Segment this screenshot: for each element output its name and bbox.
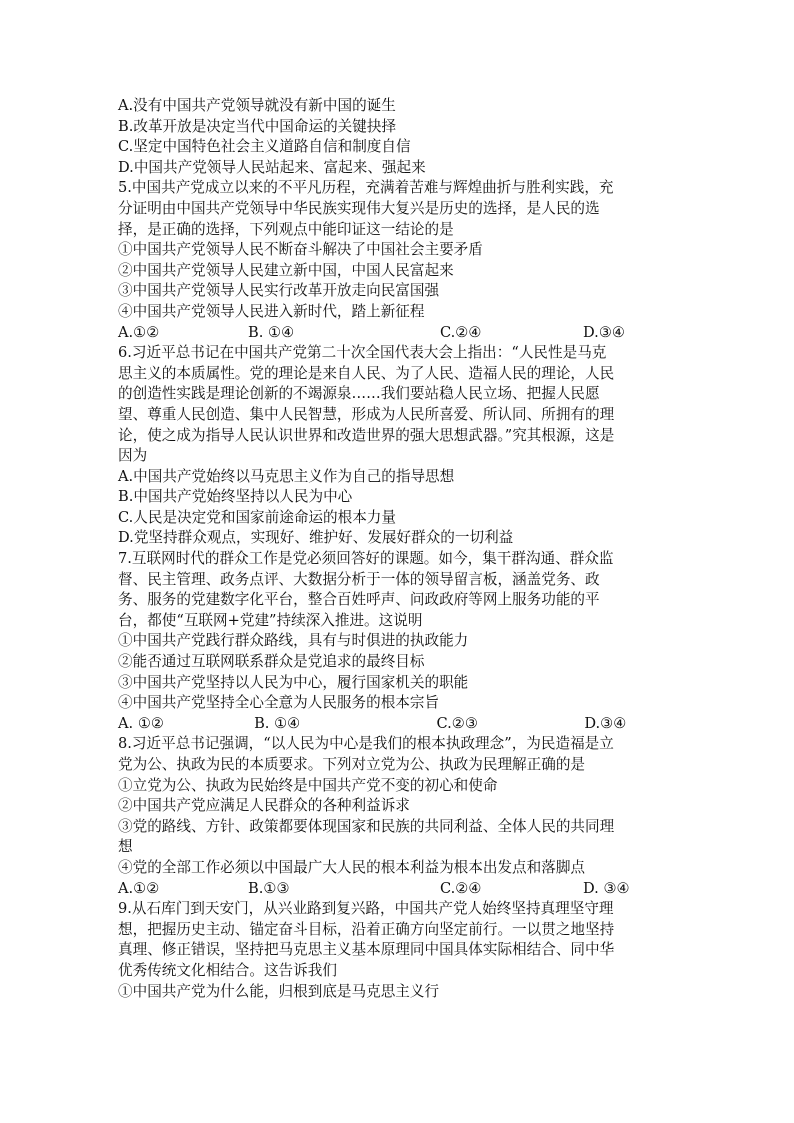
q6-option-c[interactable]: C.人民是决定党和国家前途命运的根本力量 bbox=[118, 508, 396, 526]
exam-page bbox=[118, 96, 678, 1002]
q5-options bbox=[118, 323, 678, 344]
q9-item-1: ①中国共产党为什么能，归根到底是马克思主义行 bbox=[118, 982, 440, 1000]
question-9 bbox=[118, 899, 678, 1002]
q7-stem-line: 督、民主管理、政务点评、大数据分析于一体的领导留言板，涵盖党务、政 bbox=[118, 570, 600, 588]
q8-options bbox=[118, 879, 678, 900]
q9-stem-line: 想，把握历史主动、锚定奋斗目标，沿着正确方向坚定前行。一以贯之地坚持 bbox=[118, 920, 615, 938]
q8-stem-line: 8.习近平总书记强调，“以人民为中心是我们的根本执政理念”，为民造福是立 bbox=[118, 735, 614, 753]
q5-item-3: ③中国共产党领导人民实行改革开放走向民富国强 bbox=[118, 282, 440, 300]
q6-option-a[interactable]: A.中国共产党始终以马克思主义作为自己的指导思想 bbox=[118, 467, 455, 485]
q6-option-b[interactable]: B.中国共产党始终坚持以人民为中心 bbox=[118, 488, 353, 506]
question-6 bbox=[118, 343, 678, 549]
q5-option-a[interactable]: A.①② bbox=[118, 323, 160, 341]
q7-stem-line: 务、服务的党建数字化平台，整合百姓呼声、问政政府等网上服务功能的平 bbox=[118, 591, 600, 609]
q5-option-b[interactable]: B. ①④ bbox=[248, 323, 295, 341]
q8-item-3-cont: 想 bbox=[118, 838, 133, 856]
q7-option-d[interactable]: D.③④ bbox=[584, 714, 627, 732]
q8-option-a[interactable]: A.①② bbox=[118, 879, 160, 897]
q9-stem-line: 9.从石库门到天安门，从兴业路到复兴路，中国共产党人始终坚持真理坚守理 bbox=[118, 900, 614, 918]
q5-item-1: ①中国共产党领导人民不断奋斗解决了中国社会主要矛盾 bbox=[118, 241, 483, 259]
q4-option-c[interactable]: C.坚定中国特色社会主义道路自信和制度自信 bbox=[118, 138, 411, 156]
q6-stem-line: 论，使之成为指导人民认识世界和改造世界的强大思想武器。”究其根源，这是 bbox=[118, 426, 615, 444]
q5-option-d[interactable]: D.③④ bbox=[583, 323, 625, 341]
q8-option-c[interactable]: C.②④ bbox=[440, 879, 482, 897]
q5-item-4: ④中国共产党领导人民进入新时代，踏上新征程 bbox=[118, 302, 425, 320]
q7-option-c[interactable]: C.②③ bbox=[436, 714, 478, 732]
question-5 bbox=[118, 178, 678, 343]
q7-item-4: ④中国共产党坚持全心全意为人民服务的根本宗旨 bbox=[118, 694, 440, 712]
q4-option-b[interactable]: B.改革开放是决定当代中国命运的关键抉择 bbox=[118, 117, 397, 135]
q5-stem-line: 择，是正确的选择，下列观点中能印证这一结论的是 bbox=[118, 220, 454, 238]
q6-stem-line: 望、尊重人民创造、集中人民智慧，形成为人民所喜爱、所认同、所拥有的理 bbox=[118, 405, 615, 423]
q6-stem-line: 因为 bbox=[118, 447, 148, 465]
q4-option-d[interactable]: D.中国共产党领导人民站起来、富起来、强起来 bbox=[118, 158, 426, 176]
q8-item-4: ④党的全部工作必须以中国最广大人民的根本利益为根本出发点和落脚点 bbox=[118, 858, 586, 876]
question-8 bbox=[118, 734, 678, 899]
q5-option-c[interactable]: C.②④ bbox=[440, 323, 482, 341]
q7-item-1: ①中国共产党践行群众路线，具有与时俱进的执政能力 bbox=[118, 632, 469, 650]
q7-item-2: ②能否通过互联网联系群众是党追求的最终目标 bbox=[118, 653, 425, 671]
q5-item-2: ②中国共产党领导人民建立新中国，中国人民富起来 bbox=[118, 261, 454, 279]
q8-item-2: ②中国共产党应满足人民群众的各种利益诉求 bbox=[118, 797, 410, 815]
q6-stem-line: 的创造性实践是理论创新的不竭源泉……我们要站稳人民立场、把握人民愿 bbox=[118, 385, 600, 403]
question-7 bbox=[118, 549, 678, 734]
q4-options bbox=[118, 96, 678, 178]
q8-item-1: ①立党为公、执政为民始终是中国共产党不变的初心和使命 bbox=[118, 776, 498, 794]
q8-option-b[interactable]: B.①③ bbox=[248, 879, 290, 897]
q5-stem-line: 5.中国共产党成立以来的不平凡历程，充满着苦难与辉煌曲折与胜利实践，充 bbox=[118, 179, 614, 197]
q6-stem-line: 思主义的本质属性。党的理论是来自人民、为了人民、造福人民的理论，人民 bbox=[118, 364, 615, 382]
q7-option-b[interactable]: B. ①④ bbox=[254, 714, 301, 732]
q6-option-d[interactable]: D.党坚持群众观点，实现好、维护好、发展好群众的一切利益 bbox=[118, 529, 514, 547]
q9-stem-line: 真理、修正错误，坚持把马克思主义基本原理同中国具体实际相结合、同中华 bbox=[118, 941, 615, 959]
q8-option-d[interactable]: D. ③④ bbox=[583, 879, 630, 897]
q6-stem-line: 6.习近平总书记在中国共产党第二十次全国代表大会上指出：“人民性是马克 bbox=[118, 344, 607, 362]
q7-options bbox=[118, 714, 678, 735]
q8-stem-line: 党为公、执政为民的本质要求。下列对立党为公、执政为民理解正确的是 bbox=[118, 756, 586, 773]
q7-stem-line: 台，都使“互联网+党建”持续深入推进。这说明 bbox=[118, 611, 423, 629]
q9-stem-line: 优秀传统文化相结合。这告诉我们 bbox=[118, 961, 337, 979]
q7-option-a[interactable]: A. ①② bbox=[118, 714, 164, 732]
q5-stem-line: 分证明由中国共产党领导中华民族实现伟大复兴是历史的选择，是人民的选 bbox=[118, 199, 600, 217]
q7-item-3: ③中国共产党坚持以人民为中心，履行国家机关的职能 bbox=[118, 673, 469, 691]
q4-option-a[interactable]: A.没有中国共产党领导就没有新中国的诞生 bbox=[118, 97, 396, 114]
q7-stem-line: 7.互联网时代的群众工作是党必须回答好的课题。如今，集干群沟通、群众监 bbox=[118, 550, 614, 568]
q8-item-3: ③党的路线、方针、政策都要体现国家和民族的共同利益、全体人民的共同理 bbox=[118, 817, 615, 835]
